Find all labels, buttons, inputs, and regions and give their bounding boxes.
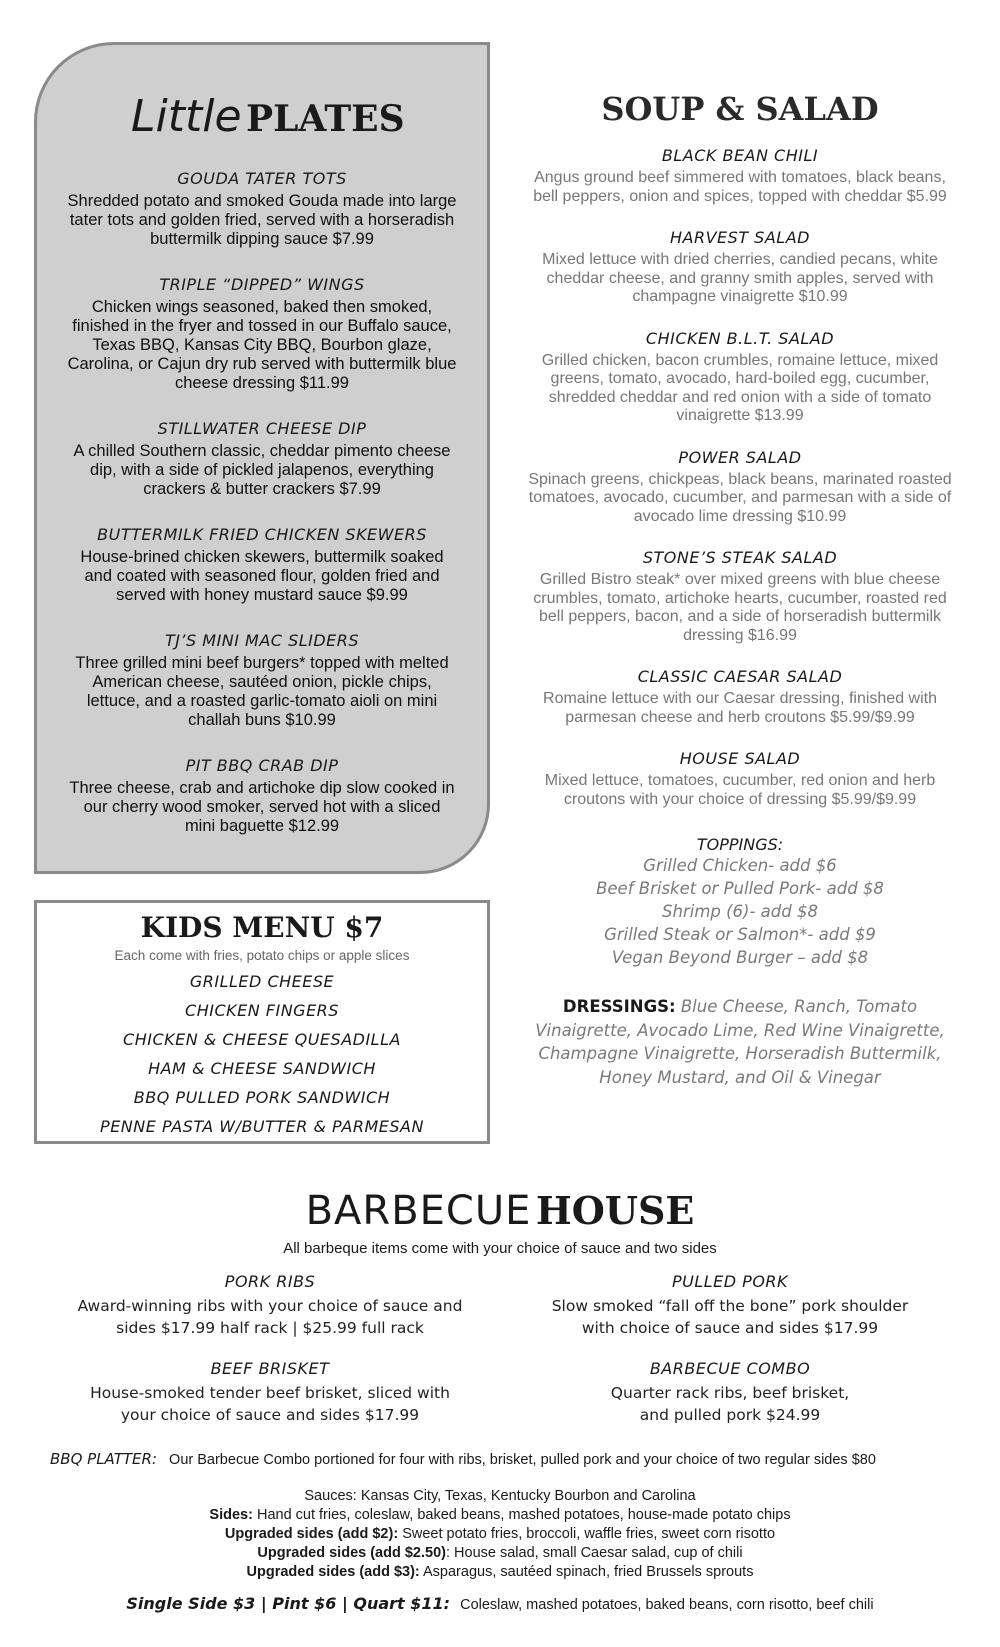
little-plates-title-part2: PLATES (246, 98, 405, 140)
kids-item: CHICKEN FINGERS (185, 1001, 339, 1020)
item-description-line: Quarter rack ribs, beef brisket, (610, 1384, 850, 1402)
kids-menu-title: KIDS MENU $7 (140, 911, 384, 944)
item-description-line: your choice of sauce and sides $17.99 (120, 1406, 420, 1424)
barbecue-title-part1: BARBECUE (305, 1188, 532, 1234)
item-description: Romaine lettuce with our Caesar dressing, finished with parmesan cheese and herb croutons $5.99/$9.99 (543, 690, 937, 726)
item-description (520, 1382, 940, 1426)
toppings-list (520, 835, 960, 969)
dressings-block (520, 995, 960, 1089)
item-name: CHICKEN B.L.T. SALAD (645, 328, 835, 348)
topping-item: Vegan Beyond Burger – add $8 (611, 948, 869, 967)
menu-item (37, 419, 487, 499)
item-description-line: sides $17.99 half rack | $25.99 full rack (116, 1319, 424, 1337)
barbecue-subtitle: All barbeque items come with your choice of sauce and two sides (283, 1240, 717, 1257)
menu-item (520, 548, 960, 645)
menu-item (520, 146, 960, 206)
item-name: GOUDA TATER TOTS (177, 169, 347, 188)
item-description: Three cheese, crab and artichoke dip slow cooked in our cherry wood smoker, served hot with a sliced mini baguette $12.99 (69, 779, 455, 835)
menu-item (37, 525, 487, 605)
menu-item (520, 448, 960, 527)
menu-item (520, 667, 960, 727)
kids-item: PENNE PASTA W/BUTTER & PARMESAN (100, 1117, 424, 1136)
item-description-line: Slow smoked “fall off the bone” pork shoulder (551, 1297, 909, 1315)
item-name: HARVEST SALAD (670, 228, 810, 247)
bbq-platter-label: BBQ PLATTER: (50, 1450, 158, 1468)
topping-item: Shrimp (6)- add $8 (662, 902, 818, 921)
sides-label: Sides: (209, 1507, 253, 1523)
item-description (60, 1382, 480, 1426)
sauces-label: Sauces: (304, 1488, 357, 1504)
item-description-line: with choice of sauce and sides $17.99 (581, 1319, 879, 1337)
sauces-text: Kansas City, Texas, Kentucky Bourbon and Carolina (360, 1488, 696, 1504)
sauces-and-sides (0, 1487, 1000, 1582)
item-name: HOUSE SALAD (679, 749, 801, 768)
soup-salad-title: SOUP & SALAD (601, 90, 879, 128)
menu-item (37, 631, 487, 730)
side-sizes-label: Single Side $3 | Pint $6 | Quart $11: (126, 1594, 451, 1613)
bbq-item (60, 1359, 480, 1426)
bbq-item (520, 1272, 940, 1339)
upgraded-sides-250-label: Upgraded sides (add $2.50) (257, 1545, 446, 1561)
item-description: Grilled Bistro steak* over mixed greens with blue cheese crumbles, tomato, artichoke hearts, cucumber, roasted red bell peppers, bacon, and a side of horseradish buttermilk dressing $16.99 (533, 571, 947, 644)
item-description: Mixed lettuce, tomatoes, cucumber, red onion and herb croutons with your choice of dressing $5.99/$9.99 (544, 772, 936, 808)
item-name: TJ’S MINI MAC SLIDERS (164, 631, 360, 650)
upgraded-sides-250-line (0, 1544, 1000, 1563)
kids-menu-panel (34, 900, 490, 1144)
item-description: Three grilled mini beef burgers* topped with melted American cheese, sautéed onion, pickle chips, lettuce, and a roasted garlic-tomato aioli on mini challah buns $10.99 (75, 654, 449, 729)
menu-item (520, 749, 960, 809)
item-description (520, 1295, 940, 1339)
sides-text: Hand cut fries, coleslaw, baked beans, mashed potatoes, house-made potato chips (256, 1507, 791, 1523)
item-description: Mixed lettuce with dried cherries, candied pecans, white cheddar cheese, and granny smith apples, served with champagne vinaigrette $10.99 (542, 251, 938, 305)
kids-menu-list (37, 967, 487, 1141)
barbecue-house-title (0, 1188, 1000, 1234)
dressings-label: DRESSINGS: (562, 997, 676, 1016)
item-name: TRIPLE “DIPPED” WINGS (159, 275, 365, 294)
item-description-line: Award-winning ribs with your choice of sauce and (77, 1297, 463, 1315)
upgraded-sides-250-text: : House salad, small Caesar salad, cup of chili (445, 1545, 743, 1561)
dressings-list: Blue Cheese, Ranch, Tomato Vinaigrette, Avocado Lime, Red Wine Vinaigrette, Champagne Vinaigrette, Horseradish Buttermilk, Honey Mustard, and Oil & Vinegar (535, 997, 945, 1087)
upgraded-sides-3-text: Asparagus, sautéed spinach, fried Brussels sprouts (423, 1564, 754, 1580)
kids-item: GRILLED CHEESE (189, 972, 335, 991)
item-description: House-brined chicken skewers, buttermilk soaked and coated with seasoned flour, golden fried and served with honey mustard sauce $9.99 (80, 548, 444, 604)
kids-item: BBQ PULLED PORK SANDWICH (133, 1088, 391, 1107)
menu-item (37, 169, 487, 249)
kids-item: CHICKEN & CHEESE QUESADILLA (123, 1030, 401, 1049)
toppings-label: TOPPINGS: (696, 835, 784, 854)
topping-item: Grilled Chicken- add $6 (643, 856, 837, 875)
kids-menu-subtitle: Each come with fries, potato chips or apple slices (114, 948, 410, 963)
sides-line (0, 1506, 1000, 1525)
item-name: BEEF BRISKET (210, 1359, 330, 1378)
upgraded-sides-2-text: Sweet potato fries, broccoli, waffle fries, sweet corn risotto (402, 1526, 776, 1542)
little-plates-title (131, 91, 487, 143)
side-sizes-text: Coleslaw, mashed potatoes, baked beans, corn risotto, beef chili (460, 1597, 874, 1613)
soup-salad-section (520, 90, 960, 1089)
topping-item: Beef Brisket or Pulled Pork- add $8 (596, 879, 884, 898)
side-sizes (0, 1594, 1000, 1613)
upgraded-sides-2-line (0, 1525, 1000, 1544)
upgraded-sides-2-label: Upgraded sides (add $2): (224, 1526, 399, 1542)
item-name: PORK RIBS (224, 1272, 316, 1291)
little-plates-title-part1: Little (131, 91, 242, 142)
bbq-item (60, 1272, 480, 1339)
little-plates-panel (34, 42, 490, 874)
item-description: A chilled Southern classic, cheddar pimento cheese dip, with a side of pickled jalapenos, everything crackers & butter crackers $7.99 (73, 442, 451, 498)
item-description-line: and pulled pork $24.99 (639, 1406, 821, 1424)
item-description-line: House-smoked tender beef brisket, sliced with (90, 1384, 450, 1402)
sauces-line (0, 1487, 1000, 1506)
item-name: BUTTERMILK FRIED CHICKEN SKEWERS (97, 525, 427, 544)
barbecue-title-part2: HOUSE (535, 1188, 695, 1233)
menu-item (37, 756, 487, 836)
item-name: STONE’S STEAK SALAD (642, 548, 838, 567)
item-description: Shredded potato and smoked Gouda made into large tater tots and golden fried, served with a horseradish buttermilk dipping sauce $7.99 (67, 192, 457, 248)
item-description (60, 1295, 480, 1339)
item-name: PULLED PORK (671, 1272, 789, 1291)
item-description: Spinach greens, chickpeas, black beans, marinated roasted tomatoes, avocado, cucumber, and parmesan with a side of avocado lime dressing $10.99 (528, 470, 952, 525)
menu-item (520, 329, 960, 426)
item-name: PIT BBQ CRAB DIP (185, 756, 339, 775)
upgraded-sides-3-label: Upgraded sides (add $3): (246, 1564, 420, 1580)
item-name: BLACK BEAN CHILI (661, 146, 819, 165)
kids-item: HAM & CHEESE SANDWICH (148, 1059, 376, 1078)
bbq-platter-text: Our Barbecue Combo portioned for four with ribs, brisket, pulled pork and your choice of two regular sides $80 (169, 1452, 876, 1468)
bbq-platter (50, 1450, 960, 1468)
menu-item (37, 275, 487, 393)
item-description: Angus ground beef simmered with tomatoes, black beans, bell peppers, onion and spices, topped with cheddar $5.99 (533, 169, 947, 205)
item-name: BARBECUE COMBO (649, 1359, 811, 1378)
item-name: STILLWATER CHEESE DIP (157, 419, 367, 438)
item-name: POWER SALAD (678, 447, 802, 467)
bbq-item (520, 1359, 940, 1426)
item-name: CLASSIC CAESAR SALAD (637, 667, 843, 686)
topping-item: Grilled Steak or Salmon*- add $9 (604, 925, 876, 944)
item-description: Grilled chicken, bacon crumbles, romaine lettuce, mixed greens, tomato, avocado, hard-boiled egg, cucumber, shredded cheddar and red onion with a side of tomato vinaigrette $13.99 (541, 351, 939, 424)
menu-item (520, 228, 960, 307)
upgraded-sides-3-line (0, 1563, 1000, 1582)
item-description: Chicken wings seasoned, baked then smoked, finished in the fryer and tossed in our Buffalo sauce, Texas BBQ, Kansas City BBQ, Bourbon glaze, Carolina, or Cajun dry rub served with buttermilk blue cheese dressing $11.99 (67, 298, 457, 392)
